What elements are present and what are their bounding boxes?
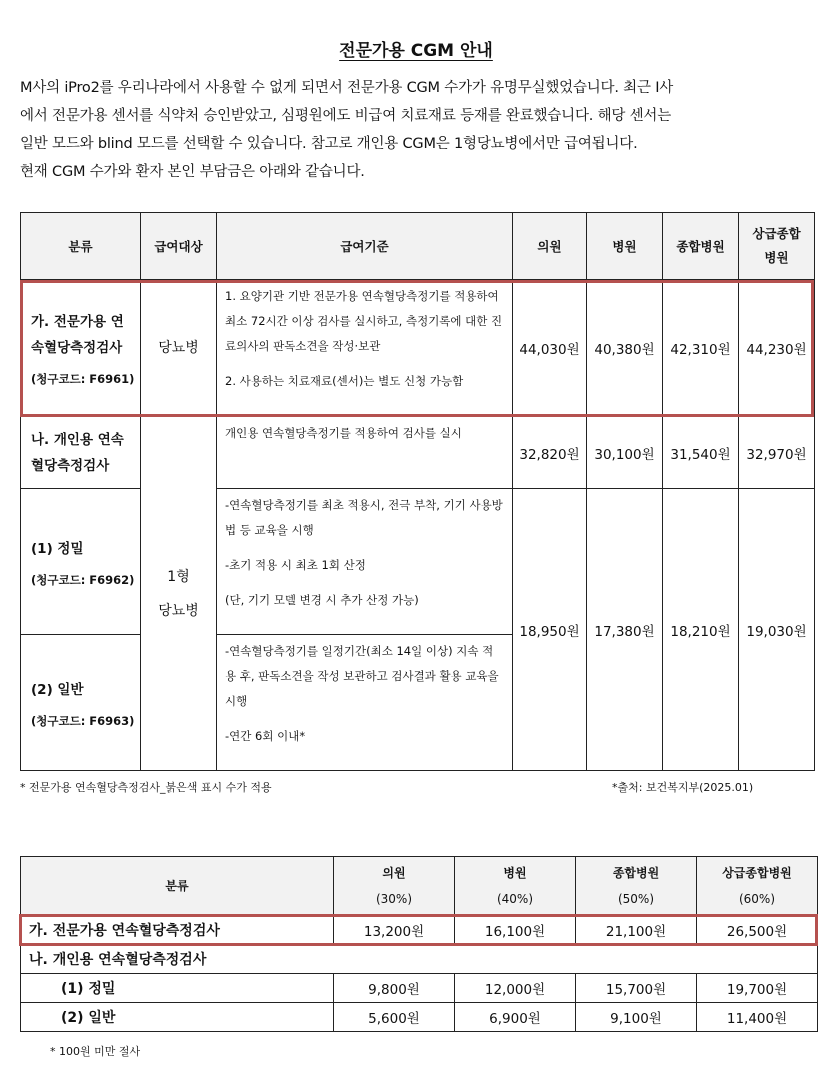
- category-professional: 가. 전문가용 연속혈당측정검사: [21, 916, 334, 945]
- copay-cell: 11,400원: [697, 1003, 818, 1032]
- criteria-professional: 1. 요양기관 기반 전문가용 연속혈당측정기를 적용하여 최소 72시간 이상 검사를 실시하고, 측정기록에 대한 진료의사의 판독소견을 작성·보관 2. 사용하는 치료재료(센서)는 별도 신청 가능함: [217, 280, 513, 417]
- table-row-professional: [21, 280, 815, 417]
- table-row-personal: [21, 417, 815, 489]
- copay-cell: 26,500원: [697, 916, 818, 945]
- category-general: (2) 일반: [21, 1003, 334, 1032]
- table-row-personal: [21, 945, 818, 974]
- intro-line: 에서 전문가용 센서를 식약처 승인받았고, 심평원에도 비급여 치료재료 등재를 완료했습니다. 해당 센서는: [20, 108, 672, 124]
- copay-cell: 12,000원: [455, 974, 576, 1003]
- copay-cell: 15,700원: [576, 974, 697, 1003]
- target-diabetes: 당뇨병: [141, 280, 217, 417]
- header-clinic: 의원: [513, 213, 587, 280]
- copay-cell: 13,200원: [334, 916, 455, 945]
- fee-cell: 32,970원: [739, 417, 815, 489]
- target-type1-diabetes: 1형 당뇨병: [141, 417, 217, 771]
- header-category: 분류: [21, 213, 141, 280]
- fee-cell: 19,030원: [739, 489, 815, 771]
- header-general-hospital: 종합병원 (50%): [576, 857, 697, 916]
- criteria-personal: 개인용 연속혈당측정기를 적용하여 검사를 실시: [217, 417, 513, 489]
- copay-cell: 5,600원: [334, 1003, 455, 1032]
- fee-cell: 18,210원: [663, 489, 739, 771]
- header-category: 분류: [21, 857, 334, 916]
- copay-cell: 19,700원: [697, 974, 818, 1003]
- header-hospital: 병원: [587, 213, 663, 280]
- copay-cell: 16,100원: [455, 916, 576, 945]
- fee-cell: 44,230원: [739, 280, 815, 417]
- category-personal: 나. 개인용 연속 혈당측정검사: [21, 417, 141, 489]
- fee-cell: 31,540원: [663, 417, 739, 489]
- category-precise: (1) 정밀: [21, 974, 334, 1003]
- copay-cell: 21,100원: [576, 916, 697, 945]
- table-header-row: [21, 857, 818, 916]
- header-hospital: 병원 (40%): [455, 857, 576, 916]
- fee-table: [20, 212, 815, 771]
- intro-text: [20, 74, 820, 186]
- header-tertiary-hospital: 상급종합 병원: [739, 213, 815, 280]
- header-general-hospital: 종합병원: [663, 213, 739, 280]
- fee-cell: 42,310원: [663, 280, 739, 417]
- intro-line: M사의 iPro2를 우리나라에서 사용할 수 없게 되면서 전문가용 CGM 수가가 유명무실했었습니다. 최근 I사: [20, 80, 674, 96]
- category-general: (2) 일반 (청구코드: F6963): [21, 635, 141, 771]
- copay-cell: 9,100원: [576, 1003, 697, 1032]
- fee-cell: 32,820원: [513, 417, 587, 489]
- header-criteria: 급여기준: [217, 213, 513, 280]
- category-personal: 나. 개인용 연속혈당측정검사: [21, 945, 818, 974]
- table-row-precise: [21, 974, 818, 1003]
- intro-line: 현재 CGM 수가와 환자 본인 부담금은 아래와 같습니다.: [20, 164, 365, 180]
- copay-cell: 6,900원: [455, 1003, 576, 1032]
- page-title: 전문가용 CGM 안내: [339, 41, 493, 61]
- copay-cell: 9,800원: [334, 974, 455, 1003]
- category-professional: 가. 전문가용 연 속혈당측정검사 (청구코드: F6961): [21, 280, 141, 417]
- fee-cell: 40,380원: [587, 280, 663, 417]
- rounding-note: * 100원 미만 절사: [50, 1045, 141, 1058]
- fee-cell: 17,380원: [587, 489, 663, 771]
- table-row-precise: [21, 489, 815, 635]
- criteria-general: -연속혈당측정기를 일정기간(최소 14일 이상) 지속 적용 후, 판독소견을 작성 보관하고 검사결과 활용 교육을 시행 -연간 6회 이내*: [217, 635, 513, 771]
- header-tertiary-hospital: 상급종합병원 (60%): [697, 857, 818, 916]
- category-precise: (1) 정밀 (청구코드: F6962): [21, 489, 141, 635]
- criteria-precise: -연속혈당측정기를 최초 적용시, 전극 부착, 기기 사용방법 등 교육을 시행 -초기 적용 시 최초 1회 산정 (단, 기기 모델 변경 시 추가 산정 가능): [217, 489, 513, 635]
- intro-line: 일반 모드와 blind 모드를 선택할 수 있습니다. 참고로 개인용 CGM은 1형당뇨병에서만 급여됩니다.: [20, 136, 638, 152]
- header-clinic: 의원 (30%): [334, 857, 455, 916]
- table-row-professional: [21, 916, 818, 945]
- header-target: 급여대상: [141, 213, 217, 280]
- source-note: *출처: 보건복지부(2025.01): [612, 781, 754, 794]
- fee-cell: 18,950원: [513, 489, 587, 771]
- copay-table: [20, 856, 818, 1032]
- table-row-general: [21, 1003, 818, 1032]
- table-header-row: [21, 213, 815, 280]
- table-note: * 전문가용 연속혈당측정검사_붉은색 표시 수가 적용: [20, 781, 272, 794]
- fee-cell: 30,100원: [587, 417, 663, 489]
- fee-cell: 44,030원: [513, 280, 587, 417]
